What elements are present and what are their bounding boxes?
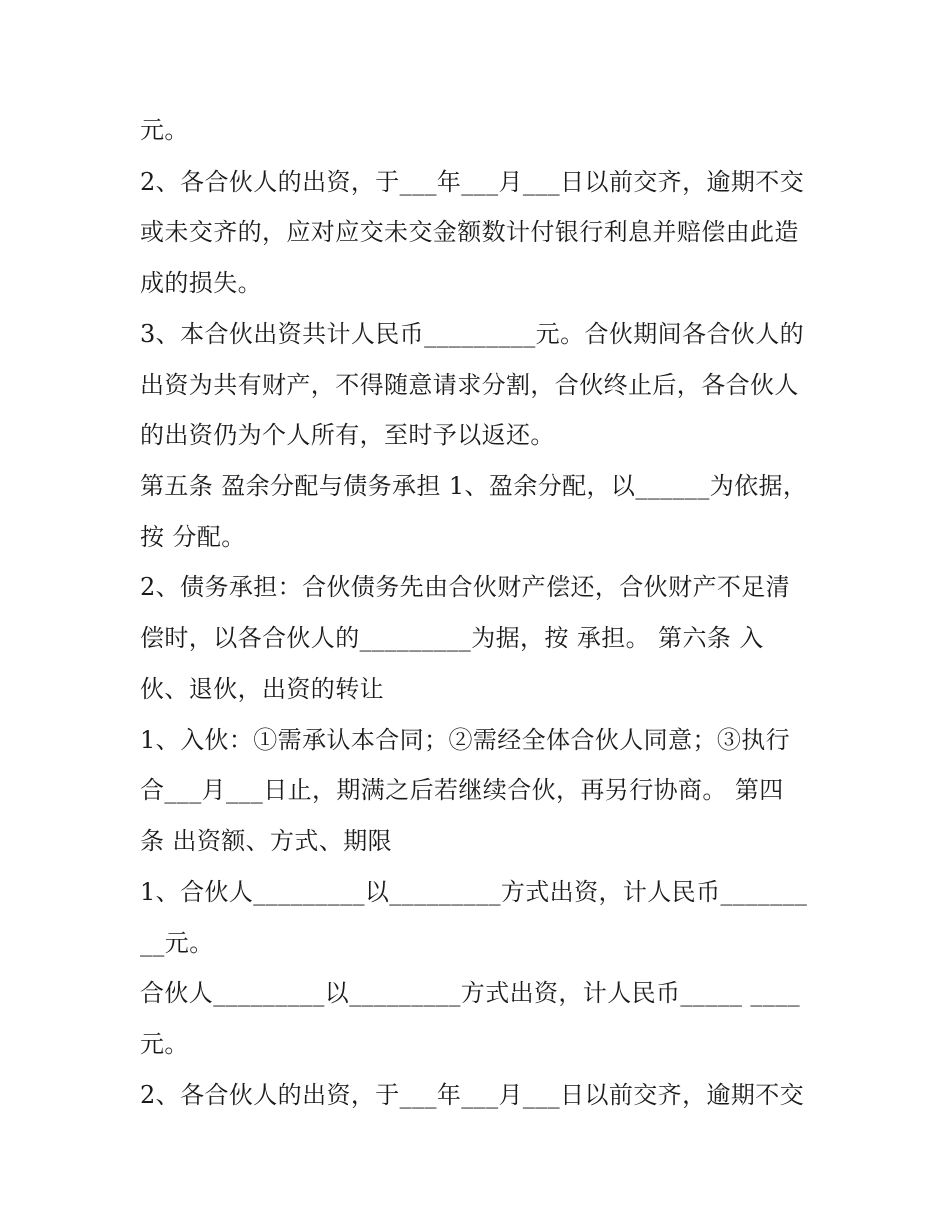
- text-line: 或未交齐的，应对应交未交金额数计付银行利息并赔偿由此造: [140, 218, 799, 246]
- text-line: 2、各合伙人的出资，于___年___月___日以前交齐，逾期不交: [140, 1081, 805, 1109]
- text-line: 3、本合伙出资共计人民币_________元。合伙期间各合伙人的: [140, 320, 805, 348]
- text-line: 伙、退伙，出资的转让: [140, 675, 384, 703]
- text-line: 成的损失。: [140, 269, 262, 297]
- text-line: 出资为共有财产，不得随意请求分割，合伙终止后，各合伙人: [140, 371, 799, 399]
- text-line: 偿时，以各合伙人的_________为据，按 承担。 第六条 入: [140, 624, 764, 652]
- text-line: 合___月___日止，期满之后若继续合伙，再另行协商。 第四: [140, 776, 784, 804]
- text-line: 的出资仍为个人所有，至时予以返还。: [140, 421, 555, 449]
- text-line: 元。: [140, 1030, 189, 1058]
- text-line: 2、各合伙人的出资，于___年___月___日以前交齐，逾期不交: [140, 168, 805, 196]
- text-line: 条 出资额、方式、期限: [140, 827, 393, 855]
- text-line: 按 分配。: [140, 523, 246, 551]
- text-line: 合伙人_________以_________方式出资，计人民币_____ ____: [140, 979, 801, 1007]
- text-line: 2、债务承担：合伙债务先由合伙财产偿还，合伙财产不足清: [140, 573, 791, 601]
- text-line: 元。: [140, 116, 189, 144]
- text-line: 第五条 盈余分配与债务承担 1、盈余分配，以______为依据，: [140, 472, 808, 500]
- text-line: __元。: [140, 929, 214, 957]
- text-line: 1、入伙：①需承认本合同；②需经全体合伙人同意；③执行: [140, 726, 791, 754]
- text-line: 1、合伙人_________以_________方式出资，计人民币_______: [140, 878, 808, 906]
